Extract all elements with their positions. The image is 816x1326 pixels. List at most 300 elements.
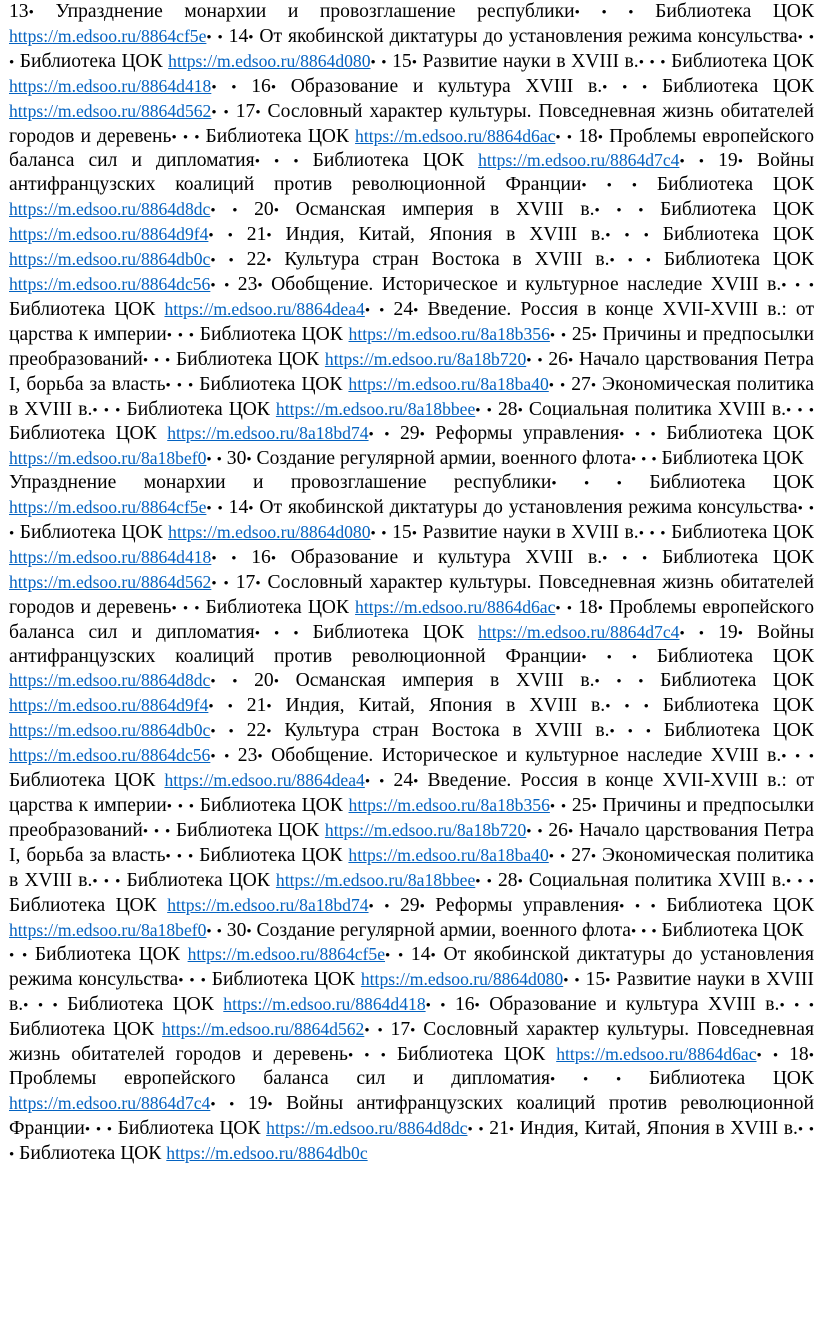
bullet-icon: • <box>246 923 252 940</box>
lesson-title: Создание регулярной армии, военного флота <box>256 919 631 941</box>
bullet-icon: • <box>526 823 532 840</box>
bullet-icon: • <box>165 377 171 394</box>
lesson-title: Экономическая политика в XVIII в. <box>9 844 814 891</box>
lesson-number: 21 <box>246 695 267 717</box>
resource-link[interactable]: https://m.edsoo.ru/8a18b720 <box>324 348 527 369</box>
bullet-icon: • <box>430 948 436 965</box>
lesson-number: 29 <box>399 894 420 916</box>
resource-link[interactable]: https://m.edsoo.ru/8a18ba40 <box>348 373 549 394</box>
bullet-icon: • <box>188 799 195 815</box>
bullet-icon: • <box>103 402 110 419</box>
library-label: Библиотека ЦОК <box>663 249 815 271</box>
bullet-icon: • <box>267 1096 273 1113</box>
lesson-number: 18 <box>578 596 598 618</box>
bullet-icon: • <box>228 724 234 741</box>
bullet-icon: • <box>293 625 299 642</box>
bullet-icon: • <box>517 402 523 419</box>
resource-link[interactable]: https://m.edsoo.ru/8864d9f4 <box>9 695 209 716</box>
bullet-icon: • <box>246 452 252 469</box>
lesson-title: Войны антифранцузских коалиций против революционной Франции <box>9 150 815 196</box>
bullet-icon: • <box>638 203 644 220</box>
bullet-icon: • <box>650 427 656 444</box>
bullet-icon: • <box>419 427 425 444</box>
bullet-icon: • <box>601 5 607 21</box>
lesson-number: 19 <box>247 1092 268 1114</box>
bullet-icon: • <box>797 1121 804 1138</box>
lesson-title: Введение. Россия в конце XVII-XVIII в.: от царства к империи <box>9 770 815 816</box>
bullet-icon: • <box>270 79 277 96</box>
lesson-title: Образование и культура XVIII в. <box>290 546 603 568</box>
resource-link[interactable]: https://m.edsoo.ru/8864d080 <box>168 522 371 543</box>
bullet-icon: • <box>274 154 280 171</box>
bullet-icon: • <box>103 873 110 890</box>
lesson-title: Развитие науки в XVIII в. <box>9 969 814 1016</box>
bullet-icon: • <box>254 154 260 171</box>
bullet-icon: • <box>92 402 98 419</box>
bullet-icon: • <box>651 923 657 940</box>
library-label: Библиотека ЦОК <box>671 50 814 72</box>
resource-link[interactable]: https://m.edsoo.ru/8a18bbee <box>275 869 476 890</box>
library-label: Библиотека ЦОК <box>211 969 355 991</box>
bullet-icon: • <box>410 1023 416 1040</box>
bullet-icon: • <box>808 998 815 1015</box>
bullet-icon: • <box>808 1048 814 1065</box>
library-label: Библиотека ЦОК <box>126 398 270 420</box>
bullet-icon: • <box>591 327 597 344</box>
bullet-icon: • <box>642 79 648 96</box>
bullet-icon: • <box>178 973 184 990</box>
bullet-icon: • <box>475 402 481 419</box>
lesson-number: 27 <box>571 373 591 395</box>
bullet-icon: • <box>549 1071 556 1088</box>
bullet-icon: • <box>638 526 644 543</box>
bullet-icon: • <box>106 1121 112 1138</box>
resource-link[interactable]: https://m.edsoo.ru/8a18bd74 <box>167 423 369 444</box>
lesson-number: 16 <box>251 546 271 568</box>
library-label: Библиотека ЦОК <box>662 695 814 717</box>
bullet-icon: • <box>560 848 566 865</box>
bullet-icon: • <box>605 228 611 245</box>
lesson-number: 18 <box>578 125 598 147</box>
bullet-icon: • <box>616 674 622 691</box>
bullet-icon: • <box>566 600 573 617</box>
bullet-icon: • <box>385 948 391 965</box>
lesson-title: Введение. Россия в конце XVII-XVIII в.: от царства к империи <box>9 298 815 345</box>
bullet-icon: • <box>650 898 656 915</box>
bullet-icon: • <box>266 724 272 741</box>
bullet-icon: • <box>555 129 561 146</box>
bullet-icon: • <box>582 1071 589 1088</box>
lesson-number: 15 <box>392 522 412 544</box>
resource-link[interactable]: https://m.edsoo.ru/8864dea4 <box>164 298 365 319</box>
lesson-number: 26 <box>548 348 568 370</box>
bullet-icon: • <box>597 129 603 146</box>
lesson-number: 25 <box>571 323 592 345</box>
bullet-icon: • <box>605 973 611 990</box>
library-label: Библиотека ЦОК <box>9 423 157 445</box>
lesson-number: 17 <box>235 571 256 593</box>
bullet-icon: • <box>257 749 263 766</box>
resource-link[interactable]: https://m.edsoo.ru/8864d7c4 <box>9 1092 211 1113</box>
library-label: Библиотека ЦОК <box>662 224 814 246</box>
resource-link[interactable]: https://m.edsoo.ru/8864d6ac <box>355 125 556 146</box>
lesson-title: От якобинской диктатуры до установления режима консульства <box>259 25 798 47</box>
bullet-icon: • <box>440 998 446 1015</box>
lesson-title: Начало царствования Петра I, борьба за власть <box>9 819 814 866</box>
bullet-icon: • <box>641 923 647 940</box>
lesson-title: Культура стран Востока в XVIII в. <box>284 249 610 271</box>
bullet-icon: • <box>92 873 98 890</box>
bullet-icon: • <box>274 625 280 642</box>
resource-link[interactable]: https://m.edsoo.ru/8864db0c <box>166 1142 368 1163</box>
lesson-title: Индия, Китай, Япония в XVIII в. <box>285 224 606 246</box>
lesson-number: 26 <box>548 819 568 841</box>
library-label: Библиотека ЦОК <box>126 869 270 891</box>
lesson-number: 15 <box>585 969 606 991</box>
bullet-icon: • <box>171 600 177 617</box>
bullet-icon: • <box>206 923 212 940</box>
bullet-icon: • <box>609 724 615 741</box>
bullet-icon: • <box>551 476 557 493</box>
bullet-icon: • <box>208 228 214 245</box>
bullet-icon: • <box>228 253 234 270</box>
resource-link[interactable]: https://m.edsoo.ru/8a18bbee <box>275 398 476 419</box>
bullet-icon: • <box>808 501 814 518</box>
resource-link[interactable]: https://m.edsoo.ru/8864d7c4 <box>478 621 680 642</box>
resource-link[interactable]: https://m.edsoo.ru/8864d8dc <box>9 199 211 220</box>
bullet-icon: • <box>210 253 216 270</box>
bullet-icon: • <box>381 526 387 543</box>
bullet-icon: • <box>210 1096 216 1113</box>
bullet-icon: • <box>379 302 385 319</box>
lesson-title: Проблемы европейского баланса сил и дипломатия <box>9 1067 550 1089</box>
library-label: Библиотека ЦОК <box>176 819 320 841</box>
bullet-icon: • <box>211 104 217 121</box>
bullet-icon: • <box>211 550 217 567</box>
resource-link[interactable]: https://m.edsoo.ru/8864d9f4 <box>9 224 209 245</box>
bullet-icon: • <box>217 501 223 518</box>
bullet-icon: • <box>634 427 641 444</box>
lesson-title: Обобщение. Историческое и культурное наследие XVIII в. <box>271 273 782 295</box>
bullet-icon: • <box>679 625 685 642</box>
resource-link[interactable]: https://m.edsoo.ru/8864d8dc <box>266 1117 468 1138</box>
bullet-icon: • <box>549 799 556 815</box>
lesson-number: 20 <box>254 199 274 221</box>
bullet-icon: • <box>182 129 189 146</box>
bullet-icon: • <box>555 600 561 617</box>
bullet-icon: • <box>208 699 214 716</box>
bullet-icon: • <box>594 203 600 220</box>
lesson-number: 16 <box>251 75 271 97</box>
resource-link[interactable]: https://m.edsoo.ru/8864d418 <box>223 994 426 1015</box>
bullet-icon: • <box>200 973 206 990</box>
bullet-icon: • <box>176 377 183 394</box>
bullet-icon: • <box>627 253 633 270</box>
bullet-icon: • <box>229 1096 235 1113</box>
bullet-icon: • <box>227 228 233 245</box>
bullet-icon: • <box>425 998 431 1015</box>
library-label: Библиотека ЦОК <box>67 994 214 1016</box>
bullet-icon: • <box>537 352 543 369</box>
bullet-icon: • <box>266 253 272 270</box>
lesson-number: 17 <box>235 100 256 122</box>
library-label: Библиотека ЦОК <box>205 596 349 618</box>
resource-link[interactable]: https://m.edsoo.ru/8a18bef0 <box>9 919 207 940</box>
bullet-icon: • <box>28 5 34 21</box>
lesson-block <box>9 472 814 943</box>
bullet-icon: • <box>364 1023 370 1040</box>
lesson-block <box>9 1 814 472</box>
resource-link[interactable]: https://m.edsoo.ru/8a18ba40 <box>348 844 549 865</box>
bullet-icon: • <box>649 54 655 71</box>
bullet-icon: • <box>781 277 787 294</box>
lesson-title: Проблемы европейского баланса сил и дипломатия <box>9 596 814 643</box>
bullet-icon: • <box>379 774 385 791</box>
bullet-icon: • <box>9 948 15 965</box>
lesson-number: 13 <box>9 1 29 22</box>
bullet-icon: • <box>643 699 649 716</box>
bullet-icon: • <box>737 154 743 171</box>
library-label: Библиотека ЦОК <box>199 373 343 395</box>
bullet-icon: • <box>293 154 299 171</box>
bullet-icon: • <box>9 526 15 543</box>
bullet-icon: • <box>23 998 29 1015</box>
bullet-icon: • <box>164 823 171 840</box>
bullet-icon: • <box>602 79 608 96</box>
lesson-number: 22 <box>246 249 267 271</box>
bullet-icon: • <box>21 948 28 965</box>
resource-link[interactable]: https://m.edsoo.ru/8864d562 <box>162 1019 365 1040</box>
bullet-icon: • <box>142 823 149 840</box>
bullet-icon: • <box>638 674 644 691</box>
library-label: Библиотека ЦОК <box>176 348 320 370</box>
lesson-title: Упразднение монархии и провозглашение республики <box>55 1 575 22</box>
bullet-icon: • <box>772 1048 779 1065</box>
bullet-icon: • <box>808 277 814 294</box>
library-label: Библиотека ЦОК <box>648 1067 814 1089</box>
bullet-icon: • <box>165 848 171 865</box>
bullet-icon: • <box>560 327 567 344</box>
bullet-icon: • <box>606 178 612 195</box>
lesson-title: Образование и культура XVIII в. <box>290 75 603 97</box>
lesson-number: 14 <box>410 944 431 966</box>
lesson-title: От якобинской диктатуры до установления режима консульства <box>9 944 814 991</box>
bullet-icon: • <box>567 823 574 840</box>
bullet-icon: • <box>232 674 238 691</box>
lesson-title: Индия, Китай, Япония в XVIII в. <box>285 695 606 717</box>
lesson-title: Сословный характер культуры. Повседневная жизнь обитателей городов и деревень <box>9 571 815 618</box>
bullet-icon: • <box>210 724 216 741</box>
bullet-icon: • <box>223 575 229 592</box>
library-label: Библиотека ЦОК <box>661 919 804 941</box>
bullet-icon: • <box>364 774 371 791</box>
bullet-icon: • <box>413 774 419 791</box>
library-label: Библиотека ЦОК <box>656 645 815 667</box>
lesson-number: 29 <box>399 423 420 445</box>
library-label: Библиотека ЦОК <box>660 199 815 221</box>
resource-link[interactable]: https://m.edsoo.ru/8864d562 <box>9 100 212 121</box>
bullet-icon: • <box>786 873 792 890</box>
resource-link[interactable]: https://m.edsoo.ru/8864d6ac <box>355 596 556 617</box>
bullet-icon: • <box>474 998 480 1015</box>
bullet-icon: • <box>273 203 279 220</box>
bullet-icon: • <box>808 873 814 890</box>
bullet-icon: • <box>194 600 200 617</box>
lesson-number: 21 <box>246 224 267 246</box>
bullet-icon: • <box>384 898 390 915</box>
bullet-icon: • <box>384 427 390 444</box>
bullet-icon: • <box>224 277 230 294</box>
bullet-icon: • <box>255 575 261 592</box>
lesson-number: 14 <box>228 25 249 47</box>
resource-link[interactable]: https://m.edsoo.ru/8864dea4 <box>164 770 365 791</box>
bullet-icon: • <box>171 129 177 146</box>
bullet-icon: • <box>273 674 279 691</box>
resource-link[interactable]: https://m.edsoo.ru/8864cf5e <box>9 497 207 518</box>
resource-link[interactable]: https://m.edsoo.ru/8864cf5e <box>9 25 207 46</box>
resource-link[interactable]: https://m.edsoo.ru/8864dc56 <box>9 273 211 294</box>
lesson-title: Образование и культура XVIII в. <box>489 994 780 1016</box>
resource-link[interactable]: https://m.edsoo.ru/8a18bef0 <box>9 448 207 469</box>
bullet-icon: • <box>248 501 254 518</box>
bullet-icon: • <box>486 402 492 419</box>
resource-link[interactable]: https://m.edsoo.ru/8a18b720 <box>324 819 527 840</box>
lesson-number: 15 <box>392 50 412 72</box>
bullet-icon: • <box>95 1121 102 1138</box>
bullet-icon: • <box>248 29 254 46</box>
bullet-icon: • <box>486 873 492 890</box>
library-label: Библиотека ЦОК <box>34 944 180 966</box>
lesson-number: 24 <box>393 298 414 320</box>
lesson-title: Культура стран Востока в XVIII в. <box>284 720 610 742</box>
bullet-icon: • <box>756 1048 762 1065</box>
bullet-icon: • <box>176 848 183 865</box>
bullet-icon: • <box>255 104 261 121</box>
library-label: Библиотека ЦОК <box>19 522 163 544</box>
lesson-title: Развитие науки в XVIII в. <box>422 50 639 72</box>
bullet-icon: • <box>808 749 814 766</box>
library-label: Библиотека ЦОК <box>9 298 156 320</box>
library-label: Библиотека ЦОК <box>199 795 343 816</box>
bullet-icon: • <box>348 1048 354 1065</box>
bullet-icon: • <box>257 277 263 294</box>
bullet-icon: • <box>660 54 666 71</box>
library-label: Библиотека ЦОК <box>199 844 343 866</box>
bullet-icon: • <box>182 600 189 617</box>
bullet-icon: • <box>619 427 625 444</box>
bullet-icon: • <box>216 923 222 940</box>
bullet-icon: • <box>548 848 555 865</box>
resource-link[interactable]: https://m.edsoo.ru/8864cf5e <box>187 944 386 965</box>
bullet-icon: • <box>210 277 216 294</box>
library-label: Библиотека ЦОК <box>663 720 815 742</box>
bullet-icon: • <box>602 550 608 567</box>
lesson-title: Войны антифранцузских коалиций против революционной Франции <box>9 1092 815 1139</box>
bullet-icon: • <box>9 1146 15 1163</box>
bullet-icon: • <box>786 402 792 419</box>
library-label: Библиотека ЦОК <box>9 894 157 916</box>
bullet-icon: • <box>698 154 705 171</box>
bullet-icon: • <box>584 476 590 493</box>
bullet-icon: • <box>187 848 194 865</box>
resource-link[interactable]: https://m.edsoo.ru/8864d080 <box>168 50 371 71</box>
resource-link[interactable]: https://m.edsoo.ru/8a18b356 <box>348 795 550 815</box>
lesson-block <box>9 943 814 1166</box>
bullet-icon: • <box>638 54 644 71</box>
resource-link[interactable]: https://m.edsoo.ru/8864d7c4 <box>478 150 680 171</box>
lesson-title: Создание регулярной армии, военного флота <box>256 448 631 470</box>
lesson-number: 17 <box>390 1019 411 1041</box>
bullet-icon: • <box>622 79 628 96</box>
resource-link[interactable]: https://m.edsoo.ru/8a18bd74 <box>167 894 369 915</box>
library-label: Библиотека ЦОК <box>661 448 804 470</box>
resource-link[interactable]: https://m.edsoo.ru/8864d8dc <box>9 670 211 691</box>
bullet-icon: • <box>641 452 647 469</box>
bullet-icon: • <box>797 402 803 419</box>
resource-link[interactable]: https://m.edsoo.ru/8864d418 <box>9 546 212 567</box>
library-label: Библиотека ЦОК <box>9 1019 155 1041</box>
bullet-icon: • <box>679 154 685 171</box>
library-label: Библиотека ЦОК <box>649 472 814 494</box>
resource-link[interactable]: https://m.edsoo.ru/8864d080 <box>360 969 564 990</box>
lesson-title: Османская империя в XVIII в. <box>295 199 595 221</box>
bullet-icon: • <box>616 203 622 220</box>
bullet-icon: • <box>115 402 121 419</box>
bullet-icon: • <box>227 699 233 716</box>
bullet-icon: • <box>115 873 121 890</box>
bullet-icon: • <box>206 452 212 469</box>
resource-link[interactable]: https://m.edsoo.ru/8864d418 <box>9 75 212 96</box>
bullet-icon: • <box>370 54 376 71</box>
bullet-icon: • <box>270 550 277 567</box>
library-label: Библиотека ЦОК <box>312 621 465 643</box>
resource-link[interactable]: https://m.edsoo.ru/8864d6ac <box>556 1044 757 1065</box>
lesson-title: Обобщение. Историческое и культурное наследие XVIII в. <box>271 745 782 767</box>
bullet-icon: • <box>594 674 600 691</box>
bullet-icon: • <box>413 302 419 319</box>
library-label: Библиотека ЦОК <box>19 1142 162 1164</box>
resource-link[interactable]: https://m.edsoo.ru/8864dc56 <box>9 745 211 766</box>
lesson-number: 21 <box>489 1117 509 1139</box>
bullet-icon: • <box>231 550 237 567</box>
resource-link[interactable]: https://m.edsoo.ru/8864d562 <box>9 571 212 592</box>
bullet-icon: • <box>223 104 229 121</box>
resource-link[interactable]: https://m.edsoo.ru/8a18b356 <box>348 323 550 344</box>
bullet-icon: • <box>368 427 374 444</box>
bullet-icon: • <box>508 1121 515 1138</box>
bullet-icon: • <box>660 526 666 543</box>
bullet-icon: • <box>166 799 173 815</box>
resource-link[interactable]: https://m.edsoo.ru/8864db0c <box>9 720 211 741</box>
bullet-icon: • <box>781 749 787 766</box>
bullet-icon: • <box>475 873 481 890</box>
bullet-icon: • <box>177 799 184 815</box>
resource-link[interactable]: https://m.edsoo.ru/8864db0c <box>9 249 211 270</box>
bullet-icon: • <box>231 79 237 96</box>
bullet-icon: • <box>142 352 149 369</box>
lesson-title: Социальная политика XVIII в. <box>528 869 787 891</box>
library-label: Библиотека ЦОК <box>660 670 815 692</box>
library-label: Библиотека ЦОК <box>205 125 349 147</box>
bullet-icon: • <box>224 749 230 766</box>
bullet-icon: • <box>9 54 15 71</box>
bullet-icon: • <box>624 228 630 245</box>
lesson-number: 30 <box>226 919 247 941</box>
lesson-title: Войны антифранцузских коалиций против революционной Франции <box>9 621 815 667</box>
bullet-icon: • <box>808 29 814 46</box>
bullet-icon: • <box>649 526 655 543</box>
bullet-icon: • <box>206 501 212 518</box>
